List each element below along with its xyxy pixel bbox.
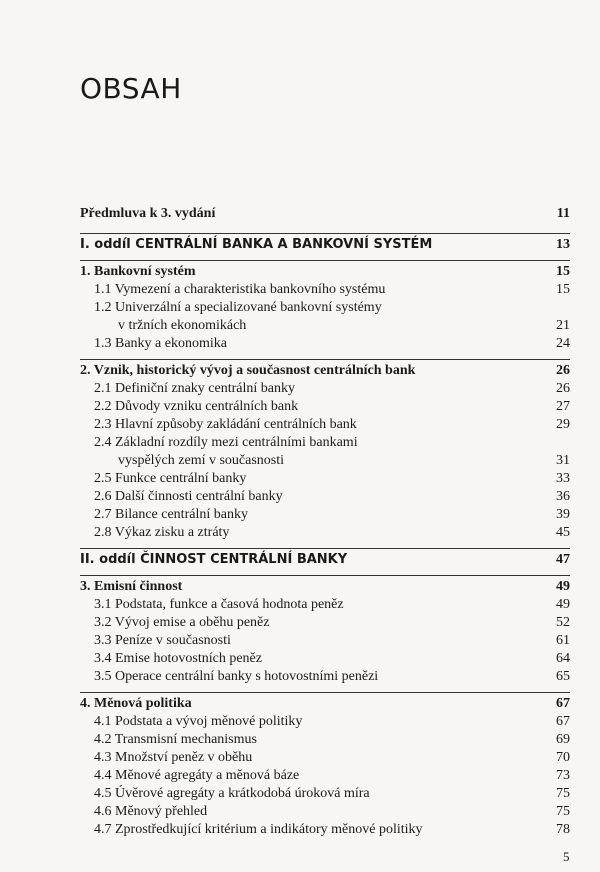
toc-entry-page: 21 xyxy=(556,318,570,333)
toc-entry-page: 15 xyxy=(556,282,570,297)
toc-entry xyxy=(80,281,570,299)
toc-entry-page: 73 xyxy=(556,768,570,783)
toc-entry-title: 2.6 Další činnosti centrální banky xyxy=(94,489,283,504)
toc-entry xyxy=(80,803,570,821)
page-title: OBSAH xyxy=(80,72,182,105)
toc-entry-page: 67 xyxy=(556,714,570,729)
toc-part xyxy=(80,551,570,569)
toc-chapter-title: 1. Bankovní systém xyxy=(80,264,196,279)
toc-entry-title: 3.3 Peníze v současnosti xyxy=(94,633,231,648)
toc-chapter-title: 3. Emisní činnost xyxy=(80,579,183,594)
toc-preface xyxy=(80,205,570,223)
toc-entry xyxy=(80,767,570,785)
toc-entry xyxy=(80,668,570,686)
toc-entry-page: 49 xyxy=(556,597,570,612)
toc-entry xyxy=(80,398,570,416)
toc-entry xyxy=(80,650,570,668)
toc-entry-title-continued: v tržních ekonomikách xyxy=(118,318,247,333)
toc-entry-title: 1.1 Vymezení a charakteristika bankovního systému xyxy=(94,282,386,297)
toc-entry-title-continued: vyspělých zemí v současnosti xyxy=(118,453,285,468)
toc-entry-page: 78 xyxy=(556,822,570,837)
toc-entry-page: 29 xyxy=(556,417,570,432)
toc-entry-title: 4.3 Množství peněz v oběhu xyxy=(94,750,253,765)
toc-entry-title: 2.3 Hlavní způsoby zakládání centrálních bank xyxy=(94,417,357,432)
toc-entry-title: 1.3 Banky a ekonomika xyxy=(94,336,227,351)
toc-part-title: I. oddíl CENTRÁLNÍ BANKA A BANKOVNÍ SYSTÉM xyxy=(80,237,433,252)
toc-entry xyxy=(80,470,570,488)
toc-entry-title: 3.1 Podstata, funkce a časová hodnota peněz xyxy=(94,597,344,612)
toc-chapter-page: 49 xyxy=(556,579,570,594)
toc-entry-title: 3.4 Emise hotovostních peněz xyxy=(94,651,262,666)
toc-entry-page: 75 xyxy=(556,786,570,801)
toc-chapter xyxy=(80,263,570,281)
toc-chapter xyxy=(80,578,570,596)
toc-chapter xyxy=(80,362,570,380)
toc-entry-page: 33 xyxy=(556,471,570,486)
toc-entry-title: 2.2 Důvody vzniku centrálních bank xyxy=(94,399,299,414)
table-of-contents xyxy=(80,205,570,845)
toc-entry-title: 2.4 Základní rozdíly mezi centrálními bankami xyxy=(94,435,358,450)
toc-entry-page: 70 xyxy=(556,750,570,765)
toc-entry-page: 64 xyxy=(556,651,570,666)
toc-entry-title: 4.7 Zprostředkující kritérium a indikátory měnové politiky xyxy=(94,822,423,837)
toc-entry-page: 65 xyxy=(556,669,570,684)
toc-entry-page: 45 xyxy=(556,525,570,540)
toc-entry-page: 75 xyxy=(556,804,570,819)
toc-entry-page: 24 xyxy=(556,336,570,351)
toc-part-page: 13 xyxy=(556,237,570,252)
toc-entry xyxy=(80,713,570,731)
toc-entry-title: 4.6 Měnový přehled xyxy=(94,804,208,819)
toc-entry-title: 2.5 Funkce centrální banky xyxy=(94,471,247,486)
toc-entry-page: 39 xyxy=(556,507,570,522)
toc-part xyxy=(80,236,570,254)
toc-entry-title: 2.8 Výkaz zisku a ztráty xyxy=(94,525,230,540)
toc-entry xyxy=(80,434,570,452)
toc-entry xyxy=(80,614,570,632)
page-number: 5 xyxy=(563,849,570,864)
toc-entry-title: 2.7 Bilance centrální banky xyxy=(94,507,248,522)
toc-entry-page: 61 xyxy=(556,633,570,648)
toc-preface-title: Předmluva k 3. vydání xyxy=(80,206,216,221)
toc-entry-title: 4.1 Podstata a vývoj měnové politiky xyxy=(94,714,303,729)
toc-part-title: II. oddíl ČINNOST CENTRÁLNÍ BANKY xyxy=(80,552,348,567)
toc-entry-continuation xyxy=(80,452,570,470)
toc-entry-title: 3.2 Vývoj emise a oběhu peněz xyxy=(94,615,270,630)
toc-chapter-page: 15 xyxy=(556,264,570,279)
toc-chapter-title: 2. Vznik, historický vývoj a současnost centrálních bank xyxy=(80,363,416,378)
toc-entry-page: 27 xyxy=(556,399,570,414)
toc-chapter xyxy=(80,695,570,713)
toc-entry xyxy=(80,506,570,524)
toc-part-page: 47 xyxy=(556,552,570,567)
toc-entry xyxy=(80,416,570,434)
toc-chapter-title: 4. Měnová politika xyxy=(80,696,192,711)
toc-entry-page: 69 xyxy=(556,732,570,747)
toc-entry xyxy=(80,596,570,614)
toc-preface-page: 11 xyxy=(556,206,570,221)
toc-chapter-page: 67 xyxy=(556,696,570,711)
toc-entry xyxy=(80,524,570,542)
toc-entry-page: 31 xyxy=(556,453,570,468)
toc-entry-title: 4.5 Úvěrové agregáty a krátkodobá úroková míra xyxy=(94,786,370,801)
toc-entry xyxy=(80,632,570,650)
toc-entry-title: 4.2 Transmisní mechanismus xyxy=(94,732,257,747)
toc-entry-title: 2.1 Definiční znaky centrální banky xyxy=(94,381,295,396)
toc-entry xyxy=(80,749,570,767)
toc-entry xyxy=(80,335,570,353)
toc-entry-page: 52 xyxy=(556,615,570,630)
toc-entry-page: 36 xyxy=(556,489,570,504)
toc-chapter-page: 26 xyxy=(556,363,570,378)
toc-entry xyxy=(80,380,570,398)
toc-entry-page: 26 xyxy=(556,381,570,396)
toc-entry-continuation xyxy=(80,317,570,335)
toc-entry xyxy=(80,731,570,749)
toc-entry-title: 3.5 Operace centrální banky s hotovostními penězi xyxy=(94,669,379,684)
toc-entry xyxy=(80,299,570,317)
toc-entry xyxy=(80,785,570,803)
toc-entry xyxy=(80,821,570,839)
toc-entry-title: 1.2 Univerzální a specializované bankovní systémy xyxy=(94,300,382,315)
toc-entry-title: 4.4 Měnové agregáty a měnová báze xyxy=(94,768,300,783)
toc-entry xyxy=(80,488,570,506)
